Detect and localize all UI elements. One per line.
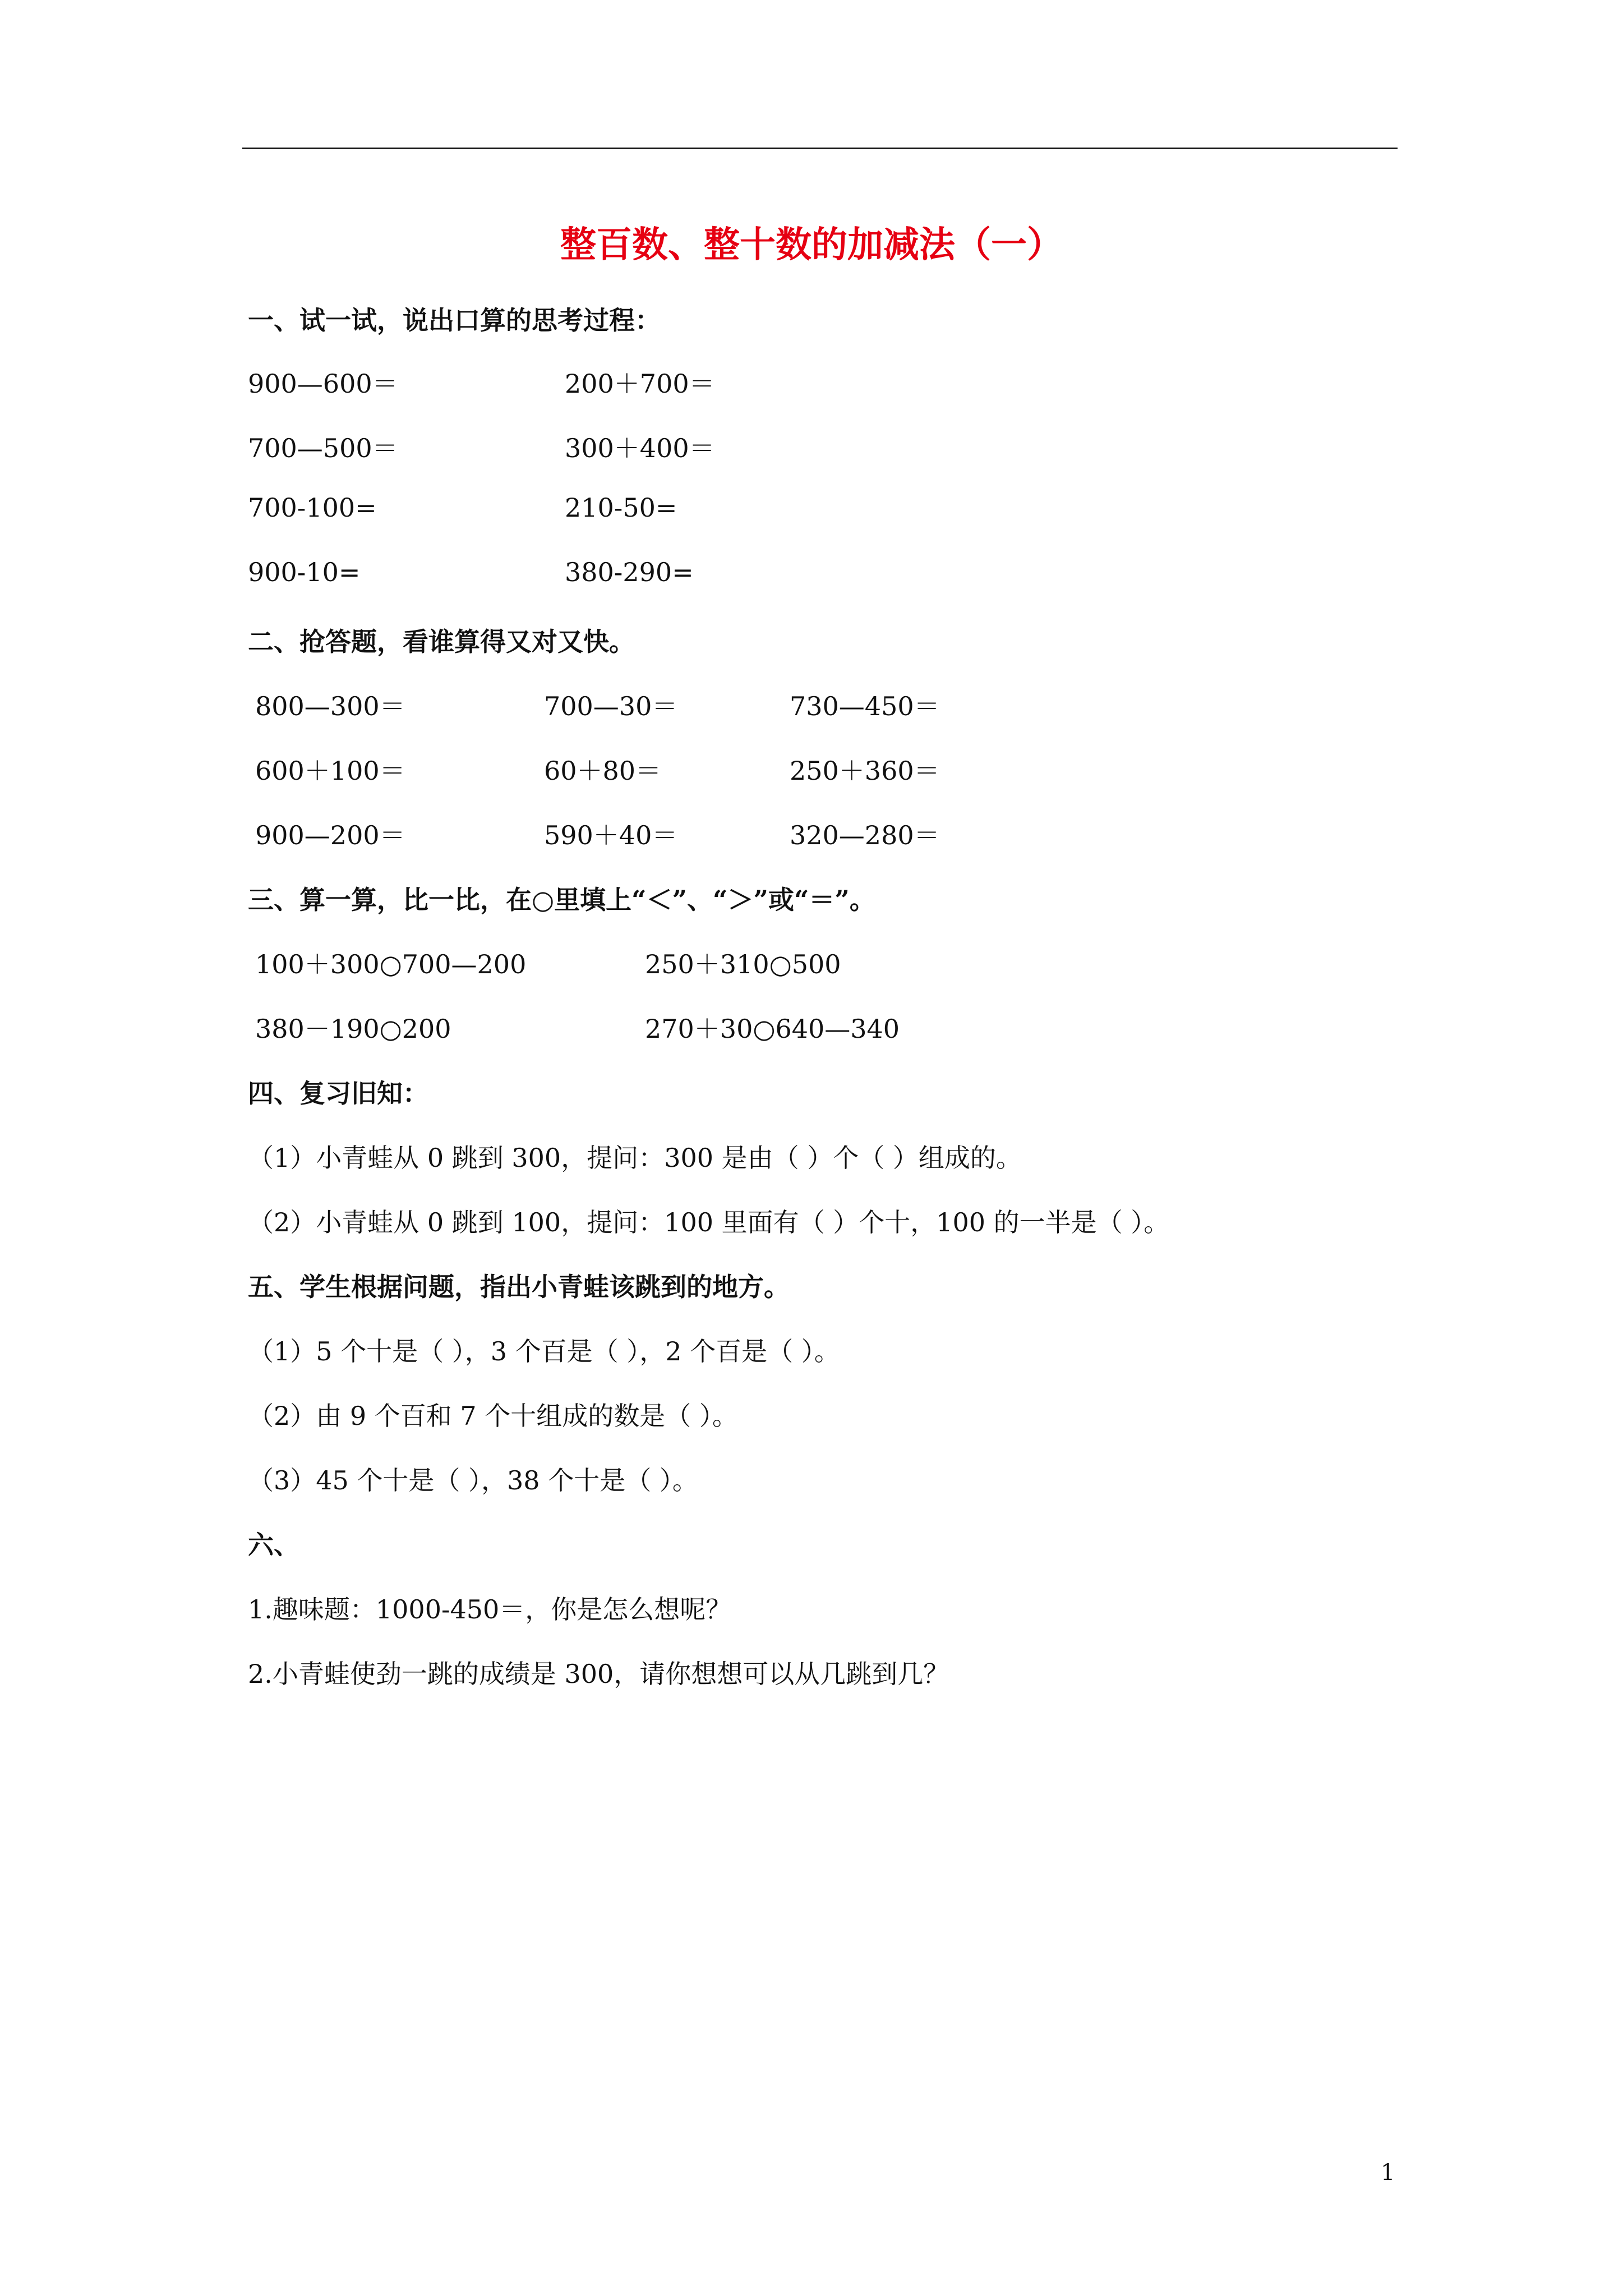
s3-problem-1: 100＋300○700—200	[255, 949, 527, 979]
s4-question-2: （2）小青蛙从 0 跳到 100，提问：100 里面有（ ）个十，100 的一半是（ ）。	[248, 1207, 1170, 1237]
header-rule	[242, 148, 1398, 149]
s1-problem-7: 900-10=	[248, 557, 361, 587]
s1-problem-4: 300＋400＝	[565, 433, 715, 463]
s1-problem-8: 380-290=	[565, 557, 694, 587]
page-number: 1	[1381, 2160, 1395, 2185]
s3-problem-2: 250＋310○500	[645, 949, 841, 979]
section-6-heading: 六、	[248, 1530, 299, 1560]
s1-problem-1: 900—600＝	[248, 369, 398, 399]
s1-problem-6: 210-50=	[565, 493, 677, 523]
s2-problem-8: 590＋40＝	[544, 820, 678, 850]
s2-problem-6: 250＋360＝	[790, 756, 940, 786]
s6-question-2: 2.小青蛙使劲一跳的成绩是 300，请你想想可以从几跳到几？	[248, 1659, 949, 1689]
s2-problem-2: 700—30＝	[544, 691, 678, 721]
s6-question-1: 1.趣味题：1000-450＝，你是怎么想呢？	[248, 1594, 732, 1625]
s3-problem-4: 270＋30○640—340	[645, 1014, 900, 1044]
section-1-heading: 一、试一试，说出口算的思考过程：	[248, 305, 661, 335]
s1-problem-3: 700—500＝	[248, 433, 398, 463]
section-3-heading: 三、算一算，比一比，在○里填上“＜”、“＞”或“＝”。	[248, 885, 875, 915]
s2-problem-5: 60＋80＝	[544, 756, 662, 786]
s2-problem-1: 800—300＝	[255, 691, 405, 721]
section-2-heading: 二、抢答题，看谁算得又对又快。	[248, 627, 635, 657]
s5-question-2: （2）由 9 个百和 7 个十组成的数是（ ）。	[248, 1401, 738, 1431]
section-4-heading: 四、复习旧知：	[248, 1078, 428, 1108]
s2-problem-9: 320—280＝	[790, 820, 940, 850]
s4-question-1: （1）小青蛙从 0 跳到 300，提问：300 是由（ ）个（ ）组成的。	[248, 1143, 1022, 1173]
s2-problem-7: 900—200＝	[255, 820, 405, 850]
s3-problem-3: 380－190○200	[255, 1014, 451, 1044]
s1-problem-2: 200＋700＝	[565, 369, 715, 399]
s2-problem-4: 600＋100＝	[255, 756, 405, 786]
s1-problem-5: 700-100=	[248, 493, 377, 523]
section-5-heading: 五、学生根据问题，指出小青蛙该跳到的地方。	[248, 1272, 790, 1302]
page-title: 整百数、整十数的加减法（一）	[560, 224, 1063, 266]
s5-question-1: （1）5 个十是（ ），3 个百是（ ），2 个百是（ ）。	[248, 1336, 840, 1366]
s2-problem-3: 730—450＝	[790, 691, 940, 721]
s5-question-3: （3）45 个十是（ ），38 个十是（ ）。	[248, 1465, 698, 1496]
